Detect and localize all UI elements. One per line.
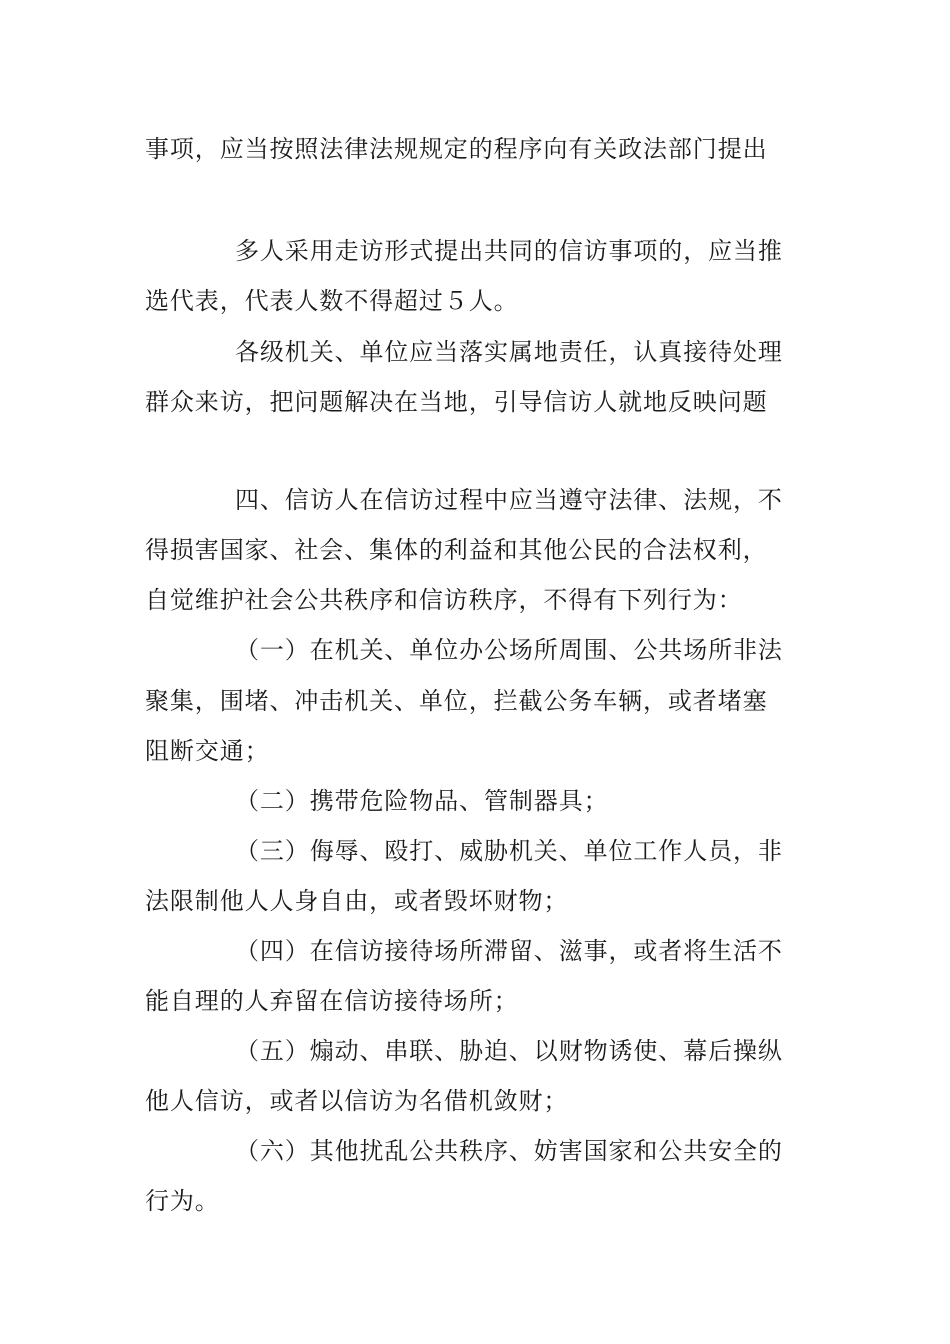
text-line: 群众来访，把问题解决在当地，引导信访人就地反映问题	[145, 388, 768, 416]
paragraph-start: 四、信访人在信访过程中应当遵守法律、法规，不	[235, 486, 783, 514]
text-line: 得损害国家、社会、集体的利益和其他公民的合法权利，	[145, 536, 768, 564]
text-line: 选代表，代表人数不得超过５人。	[145, 287, 519, 315]
text-line: 行为。	[145, 1187, 220, 1215]
paragraph-start: 各级机关、单位应当落实属地责任，认真接待处理	[235, 338, 783, 366]
text-line: 自觉维护社会公共秩序和信访秩序，不得有下列行为：	[145, 586, 743, 614]
text-line: 聚集，围堵、冲击机关、单位，拦截公务车辆，或者堵塞	[145, 687, 768, 715]
text-line: 法限制他人人身自由，或者毁坏财物；	[145, 887, 569, 915]
list-item-start: （三）侮辱、殴打、威胁机关、单位工作人员，非	[235, 837, 783, 865]
list-item-start: （五）煽动、串联、胁迫、以财物诱使、幕后操纵	[235, 1037, 783, 1065]
paragraph-start: 多人采用走访形式提出共同的信访事项的，应当推	[235, 237, 783, 265]
list-item-start: （二）携带危险物品、管制器具；	[235, 787, 609, 815]
list-item-start: （六）其他扰乱公共秩序、妨害国家和公共安全的	[235, 1137, 783, 1165]
text-line: 事项，应当按照法律法规规定的程序向有关政法部门提出	[145, 135, 768, 163]
text-line: 他人信访，或者以信访为名借机敛财；	[145, 1087, 569, 1115]
text-line: 阻断交通；	[145, 737, 270, 765]
list-item-start: （四）在信访接待场所滞留、滋事，或者将生活不	[235, 937, 783, 965]
text-line: 能自理的人弃留在信访接待场所；	[145, 987, 519, 1015]
list-item-start: （一）在机关、单位办公场所周围、公共场所非法	[235, 636, 783, 664]
